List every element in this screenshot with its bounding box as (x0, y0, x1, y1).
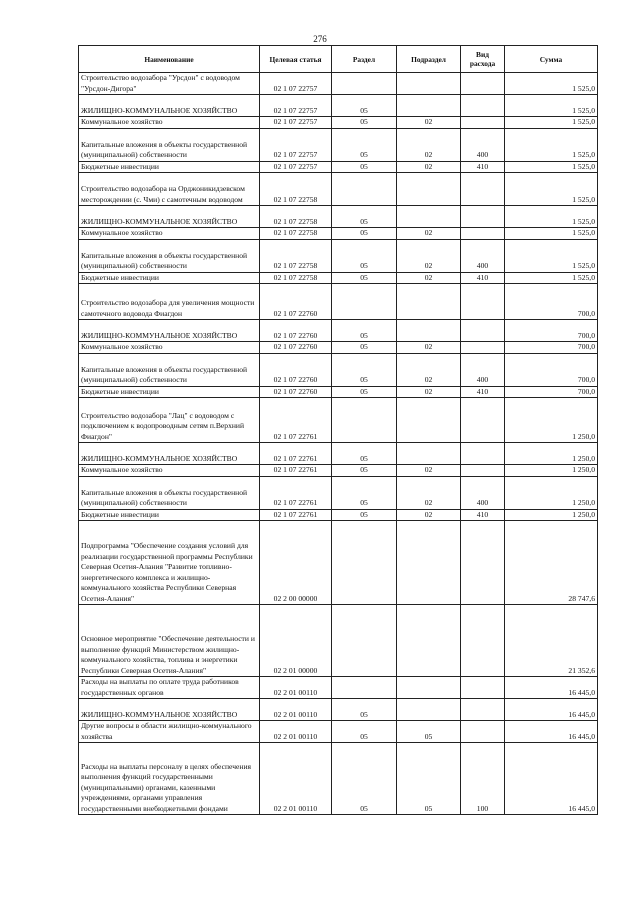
row-sum-cell: 700,0 (505, 386, 598, 398)
table-row (79, 320, 598, 342)
table-row (79, 398, 598, 443)
row-subsection-cell: 05 (397, 743, 461, 815)
table-header-row (79, 46, 598, 73)
row-section-cell (332, 677, 397, 699)
row-subsection-cell: 02 (397, 239, 461, 272)
row-name-cell: Строительство водозабора для увеличения мощности самотечного водовода Фиагдон (79, 284, 260, 320)
row-name-cell: Расходы на выплаты персоналу в целях обеспечения выполнения функций государственными (муниципальными) органами, казенными учреждениями, органами управления государственными внебюджетными фондами (79, 743, 260, 815)
row-code-cell: 02 1 07 22757 (260, 73, 332, 95)
row-code-cell: 02 1 07 22757 (260, 117, 332, 129)
row-subsection-cell: 02 (397, 465, 461, 477)
table-row (79, 699, 598, 721)
row-subsection-cell (397, 173, 461, 206)
row-type-cell (461, 173, 505, 206)
row-section-cell: 05 (332, 320, 397, 342)
row-sum-cell: 1 250,0 (505, 465, 598, 477)
row-subsection-cell (397, 677, 461, 699)
row-type-cell: 400 (461, 239, 505, 272)
row-sum-cell: 16 445,0 (505, 677, 598, 699)
row-sum-cell: 16 445,0 (505, 721, 598, 743)
row-sum-cell: 21 352,6 (505, 605, 598, 677)
row-code-cell: 02 2 00 00000 (260, 521, 332, 605)
row-code-cell: 02 1 07 22758 (260, 173, 332, 206)
row-section-cell: 05 (332, 272, 397, 284)
row-sum-cell: 1 525,0 (505, 73, 598, 95)
row-name-cell: ЖИЛИЩНО-КОММУНАЛЬНОЕ ХОЗЯЙСТВО (79, 320, 260, 342)
row-section-cell: 05 (332, 743, 397, 815)
row-type-cell (461, 605, 505, 677)
row-subsection-cell: 02 (397, 509, 461, 521)
row-section-cell: 05 (332, 95, 397, 117)
table-row (79, 272, 598, 284)
table-row (79, 386, 598, 398)
row-name-cell: Коммунальное хозяйство (79, 465, 260, 477)
row-name-cell: Бюджетные инвестиции (79, 272, 260, 284)
row-type-cell (461, 206, 505, 228)
row-sum-cell: 28 747,6 (505, 521, 598, 605)
row-code-cell: 02 1 07 22761 (260, 476, 332, 509)
budget-table (78, 45, 598, 815)
row-section-cell: 05 (332, 476, 397, 509)
row-subsection-cell: 02 (397, 272, 461, 284)
row-sum-cell: 1 250,0 (505, 398, 598, 443)
row-name-cell: Капитальные вложения в объекты государственной (муниципальной) собственности (79, 239, 260, 272)
row-subsection-cell (397, 443, 461, 465)
row-sum-cell: 700,0 (505, 284, 598, 320)
row-code-cell: 02 1 07 22761 (260, 398, 332, 443)
table-row (79, 173, 598, 206)
row-sum-cell: 1 525,0 (505, 228, 598, 240)
table-row (79, 206, 598, 228)
row-sum-cell: 1 525,0 (505, 272, 598, 284)
row-sum-cell: 1 525,0 (505, 173, 598, 206)
row-name-cell: Основное мероприятие "Обеспечение деятельности и выполнение функций Министерством жилищно-коммунального хозяйства, топлива и энергетики Республики Северная Осетия-Алания" (79, 605, 260, 677)
row-type-cell (461, 228, 505, 240)
table-row (79, 284, 598, 320)
row-type-cell: 400 (461, 128, 505, 161)
row-section-cell: 05 (332, 699, 397, 721)
table-row (79, 521, 598, 605)
row-code-cell: 02 1 07 22757 (260, 128, 332, 161)
row-sum-cell: 1 250,0 (505, 509, 598, 521)
row-code-cell: 02 1 07 22758 (260, 228, 332, 240)
row-subsection-cell (397, 398, 461, 443)
row-type-cell: 410 (461, 509, 505, 521)
row-type-cell (461, 320, 505, 342)
table-row (79, 117, 598, 129)
col-header-sum: Сумма (505, 46, 598, 73)
row-subsection-cell: 02 (397, 117, 461, 129)
row-section-cell: 05 (332, 509, 397, 521)
row-type-cell: 410 (461, 386, 505, 398)
row-section-cell: 05 (332, 161, 397, 173)
row-subsection-cell (397, 699, 461, 721)
row-sum-cell: 1 525,0 (505, 239, 598, 272)
row-sum-cell: 1 525,0 (505, 117, 598, 129)
row-code-cell: 02 2 01 00110 (260, 677, 332, 699)
row-section-cell: 05 (332, 206, 397, 228)
row-type-cell: 410 (461, 272, 505, 284)
row-code-cell: 02 1 07 22760 (260, 342, 332, 354)
row-subsection-cell: 02 (397, 386, 461, 398)
row-subsection-cell (397, 95, 461, 117)
row-name-cell: Строительство водозабора на Орджоникидзевском месторождении (с. Чми) с самотечным водоводом (79, 173, 260, 206)
row-type-cell: 410 (461, 161, 505, 173)
row-subsection-cell: 02 (397, 128, 461, 161)
row-name-cell: Строительство водозабора "Урсдон" с водоводом "Урсдон-Дигора" (79, 73, 260, 95)
row-section-cell: 05 (332, 342, 397, 354)
row-code-cell: 02 1 07 22760 (260, 320, 332, 342)
row-section-cell: 05 (332, 353, 397, 386)
row-subsection-cell: 05 (397, 721, 461, 743)
row-type-cell (461, 521, 505, 605)
row-name-cell: ЖИЛИЩНО-КОММУНАЛЬНОЕ ХОЗЯЙСТВО (79, 95, 260, 117)
row-code-cell: 02 1 07 22758 (260, 239, 332, 272)
table-row (79, 443, 598, 465)
row-subsection-cell (397, 605, 461, 677)
row-section-cell (332, 521, 397, 605)
row-type-cell (461, 465, 505, 477)
row-sum-cell: 700,0 (505, 342, 598, 354)
row-type-cell (461, 73, 505, 95)
row-subsection-cell: 02 (397, 161, 461, 173)
row-name-cell: Бюджетные инвестиции (79, 161, 260, 173)
table-row (79, 743, 598, 815)
row-section-cell (332, 73, 397, 95)
table-row (79, 342, 598, 354)
row-subsection-cell: 02 (397, 342, 461, 354)
row-section-cell: 05 (332, 386, 397, 398)
table-row (79, 353, 598, 386)
row-section-cell: 05 (332, 721, 397, 743)
row-name-cell: Подпрограмма "Обеспечение создания условий для реализации государственной программы Республики Северная Осетия-Алания "Развитие топливно-энергетического комплекса и жилищно-коммунального хозяйства Республики Северная Осетия-Алания" (79, 521, 260, 605)
table-row (79, 128, 598, 161)
row-code-cell: 02 2 01 00000 (260, 605, 332, 677)
row-name-cell: Другие вопросы в области жилищно-коммунального хозяйства (79, 721, 260, 743)
row-type-cell: 400 (461, 476, 505, 509)
row-name-cell: Бюджетные инвестиции (79, 509, 260, 521)
row-name-cell: Коммунальное хозяйство (79, 117, 260, 129)
row-subsection-cell (397, 73, 461, 95)
row-code-cell: 02 1 07 22760 (260, 284, 332, 320)
col-header-code: Целевая статья (260, 46, 332, 73)
row-subsection-cell: 02 (397, 476, 461, 509)
row-sum-cell: 1 250,0 (505, 443, 598, 465)
row-subsection-cell: 02 (397, 353, 461, 386)
row-name-cell: ЖИЛИЩНО-КОММУНАЛЬНОЕ ХОЗЯЙСТВО (79, 206, 260, 228)
row-name-cell: Капитальные вложения в объекты государственной (муниципальной) собственности (79, 128, 260, 161)
table-row (79, 721, 598, 743)
row-code-cell: 02 1 07 22758 (260, 206, 332, 228)
row-type-cell (461, 342, 505, 354)
row-section-cell (332, 284, 397, 320)
row-section-cell (332, 173, 397, 206)
row-code-cell: 02 1 07 22760 (260, 386, 332, 398)
row-name-cell: Коммунальное хозяйство (79, 228, 260, 240)
row-name-cell: Капитальные вложения в объекты государственной (муниципальной) собственности (79, 353, 260, 386)
row-name-cell: ЖИЛИЩНО-КОММУНАЛЬНОЕ ХОЗЯЙСТВО (79, 699, 260, 721)
row-code-cell: 02 1 07 22757 (260, 95, 332, 117)
row-section-cell: 05 (332, 239, 397, 272)
table-row (79, 509, 598, 521)
table-row (79, 465, 598, 477)
row-sum-cell: 1 525,0 (505, 161, 598, 173)
row-sum-cell: 1 525,0 (505, 128, 598, 161)
row-code-cell: 02 1 07 22760 (260, 353, 332, 386)
row-code-cell: 02 2 01 00110 (260, 699, 332, 721)
table-row (79, 73, 598, 95)
row-subsection-cell: 02 (397, 228, 461, 240)
row-code-cell: 02 1 07 22761 (260, 509, 332, 521)
row-section-cell: 05 (332, 228, 397, 240)
row-subsection-cell (397, 320, 461, 342)
row-sum-cell: 1 525,0 (505, 95, 598, 117)
page-number: 276 (313, 34, 327, 44)
row-subsection-cell (397, 521, 461, 605)
row-code-cell: 02 1 07 22761 (260, 443, 332, 465)
row-code-cell: 02 1 07 22758 (260, 272, 332, 284)
row-section-cell: 05 (332, 465, 397, 477)
row-type-cell (461, 677, 505, 699)
row-sum-cell: 1 525,0 (505, 206, 598, 228)
row-type-cell: 100 (461, 743, 505, 815)
table-row (79, 95, 598, 117)
row-type-cell (461, 398, 505, 443)
row-type-cell (461, 699, 505, 721)
row-code-cell: 02 2 01 00110 (260, 721, 332, 743)
row-name-cell: Коммунальное хозяйство (79, 342, 260, 354)
row-subsection-cell (397, 206, 461, 228)
row-section-cell: 05 (332, 443, 397, 465)
row-subsection-cell (397, 284, 461, 320)
col-header-section: Раздел (332, 46, 397, 73)
table-row (79, 239, 598, 272)
row-sum-cell: 16 445,0 (505, 743, 598, 815)
table-row (79, 605, 598, 677)
col-header-name: Наименование (79, 46, 260, 73)
row-code-cell: 02 1 07 22761 (260, 465, 332, 477)
row-sum-cell: 16 445,0 (505, 699, 598, 721)
row-sum-cell: 1 250,0 (505, 476, 598, 509)
row-code-cell: 02 1 07 22757 (260, 161, 332, 173)
row-type-cell (461, 117, 505, 129)
table-row (79, 677, 598, 699)
row-name-cell: ЖИЛИЩНО-КОММУНАЛЬНОЕ ХОЗЯЙСТВО (79, 443, 260, 465)
row-type-cell (461, 95, 505, 117)
row-sum-cell: 700,0 (505, 320, 598, 342)
table-body (79, 73, 598, 815)
row-sum-cell: 700,0 (505, 353, 598, 386)
col-header-type: Вид расхода (461, 46, 505, 73)
row-section-cell (332, 605, 397, 677)
row-name-cell: Бюджетные инвестиции (79, 386, 260, 398)
row-section-cell: 05 (332, 128, 397, 161)
table-row (79, 228, 598, 240)
row-section-cell (332, 398, 397, 443)
row-name-cell: Строительство водозабора "Лац" с водоводом с подключением к водопроводным сетям п.Верхний Фиагдон" (79, 398, 260, 443)
row-type-cell: 400 (461, 353, 505, 386)
row-type-cell (461, 284, 505, 320)
row-name-cell: Капитальные вложения в объекты государственной (муниципальной) собственности (79, 476, 260, 509)
row-code-cell: 02 2 01 00110 (260, 743, 332, 815)
table-row (79, 161, 598, 173)
row-type-cell (461, 443, 505, 465)
row-name-cell: Расходы на выплаты по оплате труда работников государственных органов (79, 677, 260, 699)
row-type-cell (461, 721, 505, 743)
col-header-subsection: Подраздел (397, 46, 461, 73)
table-row (79, 476, 598, 509)
row-section-cell: 05 (332, 117, 397, 129)
